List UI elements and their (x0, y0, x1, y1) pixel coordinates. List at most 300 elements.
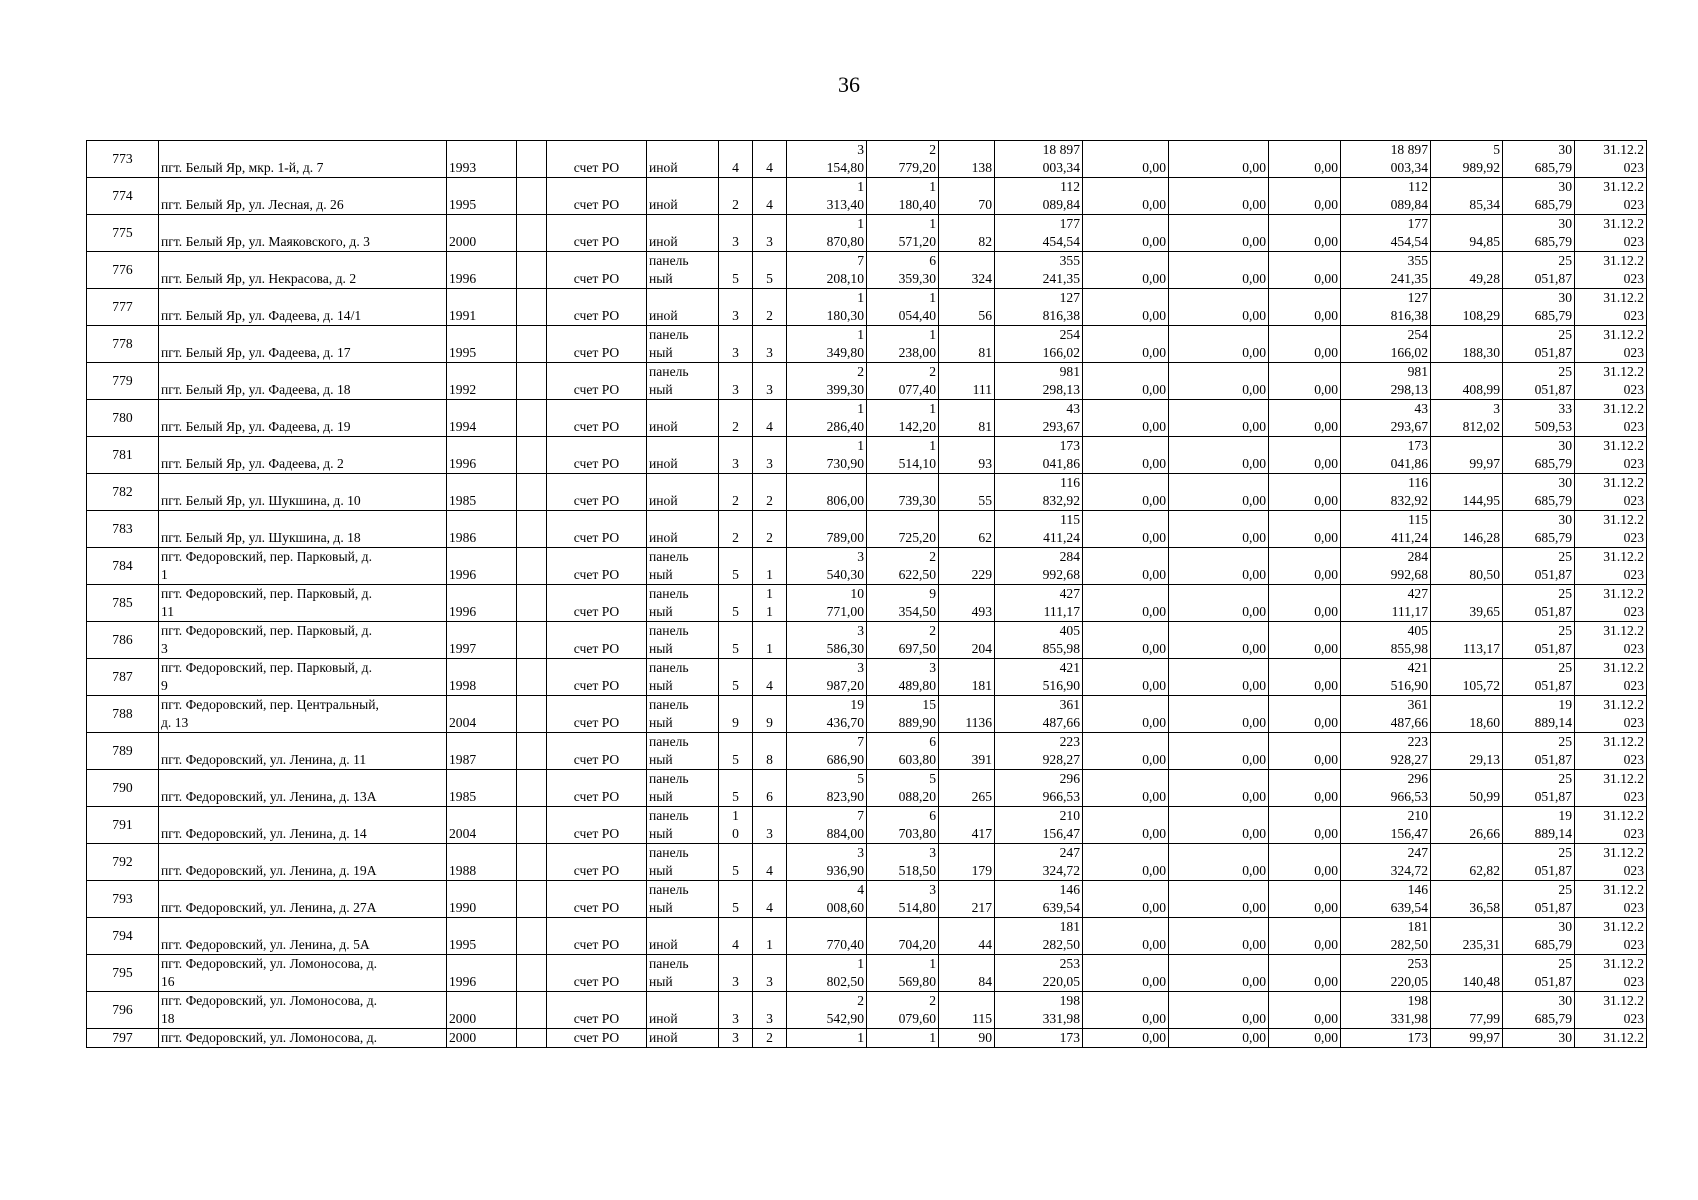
living-area-cell: 2 077,40 (867, 363, 939, 400)
empty-cell (517, 733, 547, 770)
year-cell: 1997 (447, 622, 517, 659)
total-area-cell: 3 540,30 (787, 548, 867, 585)
living-area-cell: 3 518,50 (867, 844, 939, 881)
federal-funds-cell: 0,00 (1083, 881, 1169, 918)
address-cell: пгт. Белый Яр, мкр. 1-й, д. 7 (159, 141, 447, 178)
federal-funds-cell: 0,00 (1083, 141, 1169, 178)
row-number-cell: 785 (87, 585, 159, 622)
regional-funds-cell: 0,00 (1169, 1029, 1269, 1048)
fund-method-cell: счет РО (547, 696, 647, 733)
repair-cost-cell: 43 293,67 (995, 400, 1083, 437)
residents-cell: 115 (939, 992, 995, 1029)
floors-cell: 2 (719, 178, 753, 215)
regional-funds-cell: 0,00 (1169, 178, 1269, 215)
row-number-cell: 784 (87, 548, 159, 585)
table-body (87, 141, 1647, 1048)
repair-cost-cell: 173 (995, 1029, 1083, 1048)
cost-per-m2-cell: 94,85 (1431, 215, 1503, 252)
local-funds-cell: 0,00 (1269, 807, 1341, 844)
wall-material-cell: иной (647, 141, 719, 178)
fund-method-cell: счет РО (547, 585, 647, 622)
residents-cell: 82 (939, 215, 995, 252)
empty-cell (517, 400, 547, 437)
owner-funds-cell: 115 411,24 (1341, 511, 1431, 548)
floors-cell: 9 (719, 696, 753, 733)
deadline-cell: 31.12.2 023 (1575, 326, 1647, 363)
wall-material-cell: панель ный (647, 548, 719, 585)
federal-funds-cell: 0,00 (1083, 992, 1169, 1029)
living-area-cell: 3 489,80 (867, 659, 939, 696)
federal-funds-cell: 0,00 (1083, 400, 1169, 437)
local-funds-cell: 0,00 (1269, 511, 1341, 548)
total-area-cell: 1 180,30 (787, 289, 867, 326)
empty-cell (517, 585, 547, 622)
federal-funds-cell: 0,00 (1083, 659, 1169, 696)
address-cell: пгт. Белый Яр, ул. Лесная, д. 26 (159, 178, 447, 215)
cost-limit-cell: 25 051,87 (1503, 585, 1575, 622)
address-cell: пгт. Федоровский, ул. Ломоносова, д. (159, 1029, 447, 1048)
residents-cell: 417 (939, 807, 995, 844)
floors-cell: 4 (719, 918, 753, 955)
floors-cell: 4 (719, 141, 753, 178)
empty-cell (517, 770, 547, 807)
total-area-cell: 1 313,40 (787, 178, 867, 215)
deadline-cell: 31.12.2 023 (1575, 918, 1647, 955)
wall-material-cell: панель ный (647, 770, 719, 807)
address-cell: пгт. Федоровский, ул. Ленина, д. 14 (159, 807, 447, 844)
owner-funds-cell: 247 324,72 (1341, 844, 1431, 881)
empty-cell (517, 696, 547, 733)
local-funds-cell: 0,00 (1269, 1029, 1341, 1048)
address-cell: пгт. Федоровский, ул. Ломоносова, д. 16 (159, 955, 447, 992)
row-number-cell: 781 (87, 437, 159, 474)
repair-cost-cell: 361 487,66 (995, 696, 1083, 733)
regional-funds-cell: 0,00 (1169, 659, 1269, 696)
repair-cost-cell: 198 331,98 (995, 992, 1083, 1029)
residents-cell: 56 (939, 289, 995, 326)
entrances-cell: 1 (753, 918, 787, 955)
cost-limit-cell: 33 509,53 (1503, 400, 1575, 437)
total-area-cell: 7 208,10 (787, 252, 867, 289)
repair-cost-cell: 112 089,84 (995, 178, 1083, 215)
regional-funds-cell: 0,00 (1169, 992, 1269, 1029)
empty-cell (517, 363, 547, 400)
total-area-cell: 3 586,30 (787, 622, 867, 659)
owner-funds-cell: 112 089,84 (1341, 178, 1431, 215)
address-cell: пгт. Белый Яр, ул. Некрасова, д. 2 (159, 252, 447, 289)
fund-method-cell: счет РО (547, 844, 647, 881)
total-area-cell: 806,00 (787, 474, 867, 511)
total-area-cell: 2 399,30 (787, 363, 867, 400)
cost-per-m2-cell: 5 989,92 (1431, 141, 1503, 178)
residents-cell: 93 (939, 437, 995, 474)
federal-funds-cell: 0,00 (1083, 326, 1169, 363)
regional-funds-cell: 0,00 (1169, 955, 1269, 992)
repair-cost-cell: 254 166,02 (995, 326, 1083, 363)
total-area-cell: 5 823,90 (787, 770, 867, 807)
fund-method-cell: счет РО (547, 548, 647, 585)
wall-material-cell: панель ный (647, 622, 719, 659)
repair-cost-cell: 127 816,38 (995, 289, 1083, 326)
fund-method-cell: счет РО (547, 326, 647, 363)
table-row (87, 659, 1647, 696)
year-cell: 1996 (447, 548, 517, 585)
wall-material-cell: панель ный (647, 252, 719, 289)
federal-funds-cell: 0,00 (1083, 918, 1169, 955)
cost-limit-cell: 25 051,87 (1503, 548, 1575, 585)
cost-per-m2-cell: 18,60 (1431, 696, 1503, 733)
address-cell: пгт. Федоровский, ул. Ленина, д. 13А (159, 770, 447, 807)
repair-cost-cell: 177 454,54 (995, 215, 1083, 252)
living-area-cell: 1 514,10 (867, 437, 939, 474)
wall-material-cell: иной (647, 992, 719, 1029)
cost-per-m2-cell: 3 812,02 (1431, 400, 1503, 437)
row-number-cell: 787 (87, 659, 159, 696)
living-area-cell: 15 889,90 (867, 696, 939, 733)
living-area-cell: 2 697,50 (867, 622, 939, 659)
cost-per-m2-cell: 144,95 (1431, 474, 1503, 511)
wall-material-cell: панель ный (647, 326, 719, 363)
entrances-cell: 3 (753, 215, 787, 252)
wall-material-cell: панель ный (647, 733, 719, 770)
local-funds-cell: 0,00 (1269, 548, 1341, 585)
deadline-cell: 31.12.2 023 (1575, 881, 1647, 918)
federal-funds-cell: 0,00 (1083, 178, 1169, 215)
entrances-cell: 6 (753, 770, 787, 807)
cost-per-m2-cell: 113,17 (1431, 622, 1503, 659)
entrances-cell: 2 (753, 289, 787, 326)
wall-material-cell: иной (647, 437, 719, 474)
address-cell: пгт. Белый Яр, ул. Фадеева, д. 18 (159, 363, 447, 400)
local-funds-cell: 0,00 (1269, 400, 1341, 437)
deadline-cell: 31.12.2 023 (1575, 770, 1647, 807)
regional-funds-cell: 0,00 (1169, 326, 1269, 363)
federal-funds-cell: 0,00 (1083, 289, 1169, 326)
cost-per-m2-cell: 29,13 (1431, 733, 1503, 770)
regional-funds-cell: 0,00 (1169, 585, 1269, 622)
repair-cost-cell: 421 516,90 (995, 659, 1083, 696)
deadline-cell: 31.12.2 023 (1575, 585, 1647, 622)
deadline-cell: 31.12.2 023 (1575, 548, 1647, 585)
federal-funds-cell: 0,00 (1083, 511, 1169, 548)
wall-material-cell: иной (647, 178, 719, 215)
row-number-cell: 794 (87, 918, 159, 955)
residents-cell: 493 (939, 585, 995, 622)
living-area-cell: 1 142,20 (867, 400, 939, 437)
local-funds-cell: 0,00 (1269, 955, 1341, 992)
cost-limit-cell: 25 051,87 (1503, 770, 1575, 807)
empty-cell (517, 548, 547, 585)
cost-per-m2-cell: 39,65 (1431, 585, 1503, 622)
repair-cost-cell: 284 992,68 (995, 548, 1083, 585)
year-cell: 2004 (447, 807, 517, 844)
living-area-cell: 2 779,20 (867, 141, 939, 178)
owner-funds-cell: 355 241,35 (1341, 252, 1431, 289)
residents-cell: 70 (939, 178, 995, 215)
address-cell: пгт. Белый Яр, ул. Шукшина, д. 18 (159, 511, 447, 548)
owner-funds-cell: 253 220,05 (1341, 955, 1431, 992)
deadline-cell: 31.12.2 023 (1575, 992, 1647, 1029)
owner-funds-cell: 421 516,90 (1341, 659, 1431, 696)
residents-cell: 81 (939, 326, 995, 363)
row-number-cell: 790 (87, 770, 159, 807)
table-row (87, 955, 1647, 992)
entrances-cell: 2 (753, 474, 787, 511)
deadline-cell: 31.12.2 023 (1575, 215, 1647, 252)
entrances-cell: 8 (753, 733, 787, 770)
local-funds-cell: 0,00 (1269, 881, 1341, 918)
fund-method-cell: счет РО (547, 1029, 647, 1048)
fund-method-cell: счет РО (547, 659, 647, 696)
regional-funds-cell: 0,00 (1169, 770, 1269, 807)
cost-per-m2-cell: 49,28 (1431, 252, 1503, 289)
floors-cell: 3 (719, 955, 753, 992)
federal-funds-cell: 0,00 (1083, 474, 1169, 511)
federal-funds-cell: 0,00 (1083, 844, 1169, 881)
total-area-cell: 1 (787, 1029, 867, 1048)
local-funds-cell: 0,00 (1269, 918, 1341, 955)
fund-method-cell: счет РО (547, 992, 647, 1029)
wall-material-cell: панель ный (647, 585, 719, 622)
residents-cell: 179 (939, 844, 995, 881)
local-funds-cell: 0,00 (1269, 215, 1341, 252)
federal-funds-cell: 0,00 (1083, 363, 1169, 400)
cost-per-m2-cell: 105,72 (1431, 659, 1503, 696)
deadline-cell: 31.12.2 (1575, 1029, 1647, 1048)
year-cell: 1991 (447, 289, 517, 326)
entrances-cell: 4 (753, 400, 787, 437)
owner-funds-cell: 173 (1341, 1029, 1431, 1048)
floors-cell: 3 (719, 289, 753, 326)
cost-per-m2-cell: 99,97 (1431, 437, 1503, 474)
row-number-cell: 782 (87, 474, 159, 511)
row-number-cell: 791 (87, 807, 159, 844)
federal-funds-cell: 0,00 (1083, 215, 1169, 252)
cost-limit-cell: 25 051,87 (1503, 881, 1575, 918)
row-number-cell: 795 (87, 955, 159, 992)
cost-limit-cell: 25 051,87 (1503, 955, 1575, 992)
cost-limit-cell: 30 685,79 (1503, 918, 1575, 955)
cost-limit-cell: 25 051,87 (1503, 733, 1575, 770)
residents-cell: 84 (939, 955, 995, 992)
row-number-cell: 776 (87, 252, 159, 289)
repair-cost-cell: 115 411,24 (995, 511, 1083, 548)
year-cell: 1985 (447, 474, 517, 511)
fund-method-cell: счет РО (547, 807, 647, 844)
regional-funds-cell: 0,00 (1169, 844, 1269, 881)
entrances-cell: 4 (753, 659, 787, 696)
local-funds-cell: 0,00 (1269, 289, 1341, 326)
owner-funds-cell: 981 298,13 (1341, 363, 1431, 400)
year-cell: 1993 (447, 141, 517, 178)
residents-cell: 55 (939, 474, 995, 511)
repair-cost-cell: 253 220,05 (995, 955, 1083, 992)
federal-funds-cell: 0,00 (1083, 252, 1169, 289)
entrances-cell: 3 (753, 363, 787, 400)
residents-cell: 265 (939, 770, 995, 807)
federal-funds-cell: 0,00 (1083, 955, 1169, 992)
deadline-cell: 31.12.2 023 (1575, 511, 1647, 548)
fund-method-cell: счет РО (547, 881, 647, 918)
federal-funds-cell: 0,00 (1083, 807, 1169, 844)
floors-cell: 5 (719, 252, 753, 289)
address-cell: пгт. Белый Яр, ул. Фадеева, д. 19 (159, 400, 447, 437)
residents-cell: 81 (939, 400, 995, 437)
row-number-cell: 775 (87, 215, 159, 252)
repair-cost-cell: 223 928,27 (995, 733, 1083, 770)
entrances-cell: 5 (753, 252, 787, 289)
cost-per-m2-cell: 80,50 (1431, 548, 1503, 585)
cost-limit-cell: 25 051,87 (1503, 252, 1575, 289)
floors-cell: 5 (719, 733, 753, 770)
regional-funds-cell: 0,00 (1169, 548, 1269, 585)
cost-limit-cell: 19 889,14 (1503, 696, 1575, 733)
owner-funds-cell: 405 855,98 (1341, 622, 1431, 659)
entrances-cell: 3 (753, 992, 787, 1029)
entrances-cell: 4 (753, 844, 787, 881)
regional-funds-cell: 0,00 (1169, 252, 1269, 289)
entrances-cell: 1 1 (753, 585, 787, 622)
floors-cell: 2 (719, 400, 753, 437)
year-cell: 1995 (447, 918, 517, 955)
table-row (87, 252, 1647, 289)
address-cell: пгт. Белый Яр, ул. Фадеева, д. 14/1 (159, 289, 447, 326)
total-area-cell: 3 154,80 (787, 141, 867, 178)
cost-per-m2-cell: 77,99 (1431, 992, 1503, 1029)
entrances-cell: 4 (753, 141, 787, 178)
row-number-cell: 779 (87, 363, 159, 400)
fund-method-cell: счет РО (547, 770, 647, 807)
wall-material-cell: иной (647, 400, 719, 437)
repair-cost-cell: 181 282,50 (995, 918, 1083, 955)
regional-funds-cell: 0,00 (1169, 400, 1269, 437)
fund-method-cell: счет РО (547, 622, 647, 659)
living-area-cell: 6 703,80 (867, 807, 939, 844)
residents-cell: 62 (939, 511, 995, 548)
federal-funds-cell: 0,00 (1083, 733, 1169, 770)
page-number: 36 (838, 72, 860, 97)
owner-funds-cell: 223 928,27 (1341, 733, 1431, 770)
cost-limit-cell: 25 051,87 (1503, 659, 1575, 696)
cost-limit-cell: 30 685,79 (1503, 178, 1575, 215)
year-cell: 1987 (447, 733, 517, 770)
table-row (87, 585, 1647, 622)
regional-funds-cell: 0,00 (1169, 437, 1269, 474)
cost-per-m2-cell: 108,29 (1431, 289, 1503, 326)
entrances-cell: 9 (753, 696, 787, 733)
empty-cell (517, 807, 547, 844)
deadline-cell: 31.12.2 023 (1575, 363, 1647, 400)
year-cell: 1994 (447, 400, 517, 437)
fund-method-cell: счет РО (547, 918, 647, 955)
address-cell: пгт. Белый Яр, ул. Шукшина, д. 10 (159, 474, 447, 511)
address-cell: пгт. Федоровский, пер. Парковый, д. 9 (159, 659, 447, 696)
entrances-cell: 4 (753, 178, 787, 215)
year-cell: 2000 (447, 1029, 517, 1048)
year-cell: 2000 (447, 215, 517, 252)
living-area-cell: 2 622,50 (867, 548, 939, 585)
floors-cell: 5 (719, 770, 753, 807)
local-funds-cell: 0,00 (1269, 437, 1341, 474)
cost-limit-cell: 25 051,87 (1503, 622, 1575, 659)
total-area-cell: 1 349,80 (787, 326, 867, 363)
local-funds-cell: 0,00 (1269, 992, 1341, 1029)
table-row (87, 1029, 1647, 1048)
address-cell: пгт. Федоровский, пер. Парковый, д. 3 (159, 622, 447, 659)
year-cell: 1986 (447, 511, 517, 548)
address-cell: пгт. Федоровский, пер. Центральный, д. 13 (159, 696, 447, 733)
table-row (87, 400, 1647, 437)
residents-cell: 229 (939, 548, 995, 585)
cost-per-m2-cell: 26,66 (1431, 807, 1503, 844)
empty-cell (517, 141, 547, 178)
federal-funds-cell: 0,00 (1083, 585, 1169, 622)
owner-funds-cell: 18 897 003,34 (1341, 141, 1431, 178)
residents-cell: 1136 (939, 696, 995, 733)
empty-cell (517, 474, 547, 511)
owner-funds-cell: 284 992,68 (1341, 548, 1431, 585)
address-cell: пгт. Федоровский, ул. Ленина, д. 5А (159, 918, 447, 955)
living-area-cell: 6 603,80 (867, 733, 939, 770)
address-cell: пгт. Федоровский, пер. Парковый, д. 1 (159, 548, 447, 585)
total-area-cell: 7 686,90 (787, 733, 867, 770)
federal-funds-cell: 0,00 (1083, 437, 1169, 474)
total-area-cell: 4 008,60 (787, 881, 867, 918)
regional-funds-cell: 0,00 (1169, 511, 1269, 548)
living-area-cell: 1 (867, 1029, 939, 1048)
floors-cell: 3 (719, 437, 753, 474)
living-area-cell: 9 354,50 (867, 585, 939, 622)
local-funds-cell: 0,00 (1269, 659, 1341, 696)
owner-funds-cell: 127 816,38 (1341, 289, 1431, 326)
empty-cell (517, 955, 547, 992)
cost-limit-cell: 30 685,79 (1503, 215, 1575, 252)
total-area-cell: 3 936,90 (787, 844, 867, 881)
fund-method-cell: счет РО (547, 141, 647, 178)
address-cell: пгт. Федоровский, ул. Ломоносова, д. 18 (159, 992, 447, 1029)
year-cell: 1998 (447, 659, 517, 696)
repair-cost-cell: 355 241,35 (995, 252, 1083, 289)
year-cell: 2004 (447, 696, 517, 733)
repair-cost-cell: 173 041,86 (995, 437, 1083, 474)
fund-method-cell: счет РО (547, 474, 647, 511)
empty-cell (517, 178, 547, 215)
deadline-cell: 31.12.2 023 (1575, 844, 1647, 881)
address-cell: пгт. Федоровский, ул. Ленина, д. 27А (159, 881, 447, 918)
living-area-cell: 1 180,40 (867, 178, 939, 215)
row-number-cell: 780 (87, 400, 159, 437)
fund-method-cell: счет РО (547, 733, 647, 770)
owner-funds-cell: 43 293,67 (1341, 400, 1431, 437)
total-area-cell: 3 987,20 (787, 659, 867, 696)
cost-limit-cell: 19 889,14 (1503, 807, 1575, 844)
year-cell: 2000 (447, 992, 517, 1029)
federal-funds-cell: 0,00 (1083, 696, 1169, 733)
total-area-cell: 1 730,90 (787, 437, 867, 474)
deadline-cell: 31.12.2 023 (1575, 733, 1647, 770)
row-number-cell: 788 (87, 696, 159, 733)
address-cell: пгт. Белый Яр, ул. Маяковского, д. 3 (159, 215, 447, 252)
owner-funds-cell: 173 041,86 (1341, 437, 1431, 474)
regional-funds-cell: 0,00 (1169, 696, 1269, 733)
cost-per-m2-cell: 99,97 (1431, 1029, 1503, 1048)
cost-per-m2-cell: 235,31 (1431, 918, 1503, 955)
residents-cell: 204 (939, 622, 995, 659)
repair-cost-cell: 405 855,98 (995, 622, 1083, 659)
wall-material-cell: панель ный (647, 881, 719, 918)
row-number-cell: 783 (87, 511, 159, 548)
regional-funds-cell: 0,00 (1169, 215, 1269, 252)
